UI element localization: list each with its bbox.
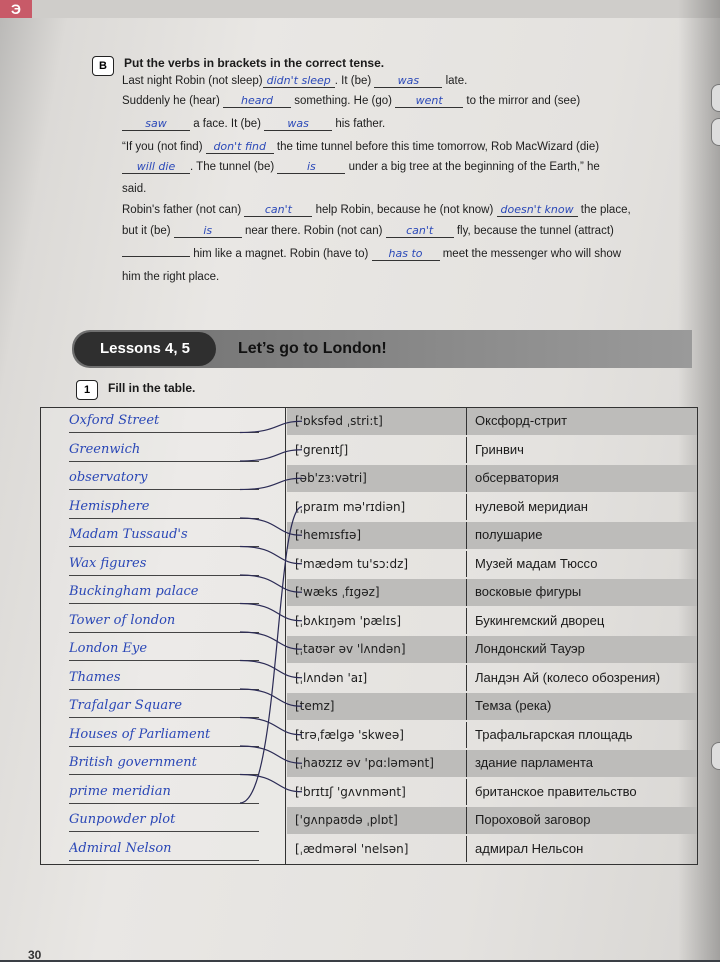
handwritten-place-name[interactable]: Wax figures <box>69 553 259 576</box>
handwritten-answer[interactable]: is <box>174 224 242 238</box>
printed-text: something. He (go) <box>291 95 396 107</box>
table-row <box>41 437 697 464</box>
publisher-logo: Э <box>0 0 32 18</box>
printed-text: Robin's father (not can) <box>122 204 245 216</box>
lesson-number: Lessons 4, 5 <box>74 332 216 366</box>
transcription-cell: [ˌlʌndən 'aɪ] <box>287 665 467 692</box>
translation-cell: Пороховой заговор <box>467 807 697 834</box>
exercise-b-line <box>122 247 621 261</box>
handwritten-answer[interactable]: has to <box>372 247 440 261</box>
table-row <box>41 779 697 806</box>
handwritten-place-name[interactable]: London Eye <box>69 638 259 661</box>
translation-cell: здание парламента <box>467 750 697 777</box>
transcription-cell: [ˌtaʊər əv 'lʌndən] <box>287 636 467 663</box>
handwritten-place-name[interactable]: Madam Tussaud's <box>69 524 259 547</box>
exercise-b-line <box>122 203 631 217</box>
handwritten-place-name[interactable]: Houses of Parliament <box>69 724 259 747</box>
printed-text: meet the messenger who will show <box>439 248 622 260</box>
transcription-cell: ['hemɪsfɪə] <box>287 522 467 549</box>
handwritten-place-name[interactable]: observatory <box>69 467 259 490</box>
transcription-cell: [ˌhaʊzɪz əv 'pɑ:ləmənt] <box>287 750 467 777</box>
table-row <box>41 693 697 720</box>
handwritten-answer[interactable]: will die <box>122 160 190 174</box>
exercise-b-line <box>122 94 580 108</box>
handwritten-place-name[interactable]: Admiral Nelson <box>69 838 259 861</box>
handwritten-place-name[interactable]: Greenwich <box>69 439 259 462</box>
printed-text: near there. Robin (not can) <box>241 225 386 237</box>
printed-text: him the right place. <box>122 271 220 283</box>
table-row <box>41 494 697 521</box>
side-tab <box>711 742 720 770</box>
printed-text: “If you (not find) <box>122 141 206 153</box>
table-row <box>41 522 697 549</box>
page-number: 30 <box>28 948 42 962</box>
printed-text: his father. <box>332 118 386 130</box>
handwritten-answer[interactable]: doesn't know <box>497 203 578 217</box>
handwritten-answer[interactable]: can't <box>386 224 454 238</box>
handwritten-answer[interactable] <box>122 256 190 257</box>
exercise-b-line <box>122 271 219 283</box>
handwritten-place-name[interactable]: Gunpowder plot <box>69 809 259 832</box>
table-row <box>41 722 697 749</box>
transcription-cell: [trəˌfælgə 'skweə] <box>287 722 467 749</box>
printed-text: Last night Robin (not sleep) <box>122 75 263 87</box>
side-tab <box>711 84 720 112</box>
handwritten-answer[interactable]: can't <box>244 203 312 217</box>
exercise-1-label: 1 <box>76 380 98 400</box>
translation-cell: британское правительство <box>475 783 637 799</box>
handwritten-answer[interactable]: don't find <box>206 140 274 154</box>
translation-cell: Ландэн Ай (колесо обозрения) <box>475 669 661 685</box>
transcription-cell: ['grenɪtʃ] <box>287 437 467 464</box>
handwritten-answer[interactable]: went <box>395 94 463 108</box>
translation-cell: Темза (река) <box>467 693 697 720</box>
transcription-cell: ['wæks ˌfɪgəz] <box>287 579 467 606</box>
exercise-b-label: B <box>92 56 114 76</box>
printed-text: help Robin, because he (not know) <box>312 204 497 216</box>
handwritten-place-name[interactable]: Buckingham palace <box>69 581 259 604</box>
handwritten-place-name[interactable]: Trafalgar Square <box>69 695 259 718</box>
translation-cell: Музей мадам Тюссо <box>475 555 598 571</box>
exercise-b-line <box>122 224 614 238</box>
handwritten-answer[interactable]: is <box>277 160 345 174</box>
printed-text: . It (be) <box>334 75 375 87</box>
transcription-cell: [ˌpraɪm mə'rɪdiən] <box>287 494 467 521</box>
lesson-title: Let’s go to London! <box>238 340 387 357</box>
transcription-cell: [temz] <box>287 693 467 720</box>
exercise-b-line <box>122 160 600 174</box>
handwritten-answer[interactable]: saw <box>122 117 190 131</box>
exercise-b-line <box>122 183 146 195</box>
handwritten-place-name[interactable]: Oxford Street <box>69 410 259 433</box>
handwritten-place-name[interactable]: British government <box>69 752 259 775</box>
exercise-b-line <box>122 140 599 154</box>
transcription-cell: ['brɪtɪʃ 'gʌvnmənt] <box>287 779 467 806</box>
exercise-b-line <box>122 117 385 131</box>
printed-text: but it (be) <box>122 225 174 237</box>
translation-cell: полушарие <box>467 522 697 549</box>
translation-cell: Трафальгарская площадь <box>475 726 633 742</box>
translation-cell: Лондонский Тауэр <box>467 636 697 663</box>
exercise-1-title: Fill in the table. <box>108 381 196 395</box>
transcription-cell: [ˌbʌkɪŋəm 'pælɪs] <box>287 608 467 635</box>
translation-cell: Оксфорд-стрит <box>467 408 697 435</box>
table-row <box>41 807 697 834</box>
printed-text: the place, <box>577 204 631 216</box>
handwritten-place-name[interactable]: Thames <box>69 667 259 690</box>
exercise-b-title: Put the verbs in brackets in the correct tense. <box>124 56 385 70</box>
translation-cell: восковые фигуры <box>467 579 697 606</box>
printed-text: under a big tree at the beginning of the Earth,” he <box>345 161 600 173</box>
table-row <box>41 665 697 692</box>
handwritten-answer[interactable]: didn't sleep <box>263 74 335 88</box>
printed-text: Suddenly he (hear) <box>122 95 224 107</box>
table-row <box>41 579 697 606</box>
top-strip <box>0 0 720 18</box>
table-row <box>41 465 697 492</box>
side-tab <box>711 118 720 146</box>
table-row <box>41 408 697 435</box>
table-row <box>41 836 697 863</box>
printed-text: fly, because the tunnel (attract) <box>453 225 614 237</box>
translation-cell: Букингемский дворец <box>475 612 605 628</box>
handwritten-place-name[interactable]: Tower of london <box>69 610 259 633</box>
fill-in-table <box>40 407 698 865</box>
printed-text: him like a magnet. Robin (have to) <box>190 248 372 260</box>
translation-cell: нулевой меридиан <box>475 498 588 514</box>
handwritten-place-name[interactable]: prime meridian <box>69 781 259 804</box>
table-row <box>41 551 697 578</box>
transcription-cell: [əb'zɜ:vətri] <box>287 465 467 492</box>
printed-text: said. <box>122 183 147 195</box>
handwritten-answer[interactable]: heard <box>223 94 291 108</box>
printed-text: the time tunnel before this time tomorrow, Rob MacWizard (die) <box>273 141 600 153</box>
translation-cell: Гринвич <box>475 441 524 457</box>
transcription-cell: ['ɒksfəd ˌstri:t] <box>287 408 467 435</box>
printed-text: late. <box>442 75 468 87</box>
translation-cell: обсерватория <box>467 465 697 492</box>
printed-text: to the mirror and (see) <box>463 95 581 107</box>
table-row <box>41 750 697 777</box>
handwritten-answer[interactable]: was <box>264 117 332 131</box>
handwritten-answer[interactable]: was <box>374 74 442 88</box>
transcription-cell: ['gʌnpaʊdə ˌplɒt] <box>287 807 467 834</box>
table-row <box>41 608 697 635</box>
translation-cell: адмирал Нельсон <box>475 840 584 856</box>
transcription-cell: [ˌædmərəl 'nelsən] <box>287 836 467 863</box>
handwritten-place-name[interactable]: Hemisphere <box>69 496 259 519</box>
printed-text: . The tunnel (be) <box>190 161 278 173</box>
printed-text: a face. It (be) <box>190 118 265 130</box>
table-row <box>41 636 697 663</box>
exercise-b-line <box>122 74 467 88</box>
transcription-cell: ['mædəm tu'sɔ:dz] <box>287 551 467 578</box>
